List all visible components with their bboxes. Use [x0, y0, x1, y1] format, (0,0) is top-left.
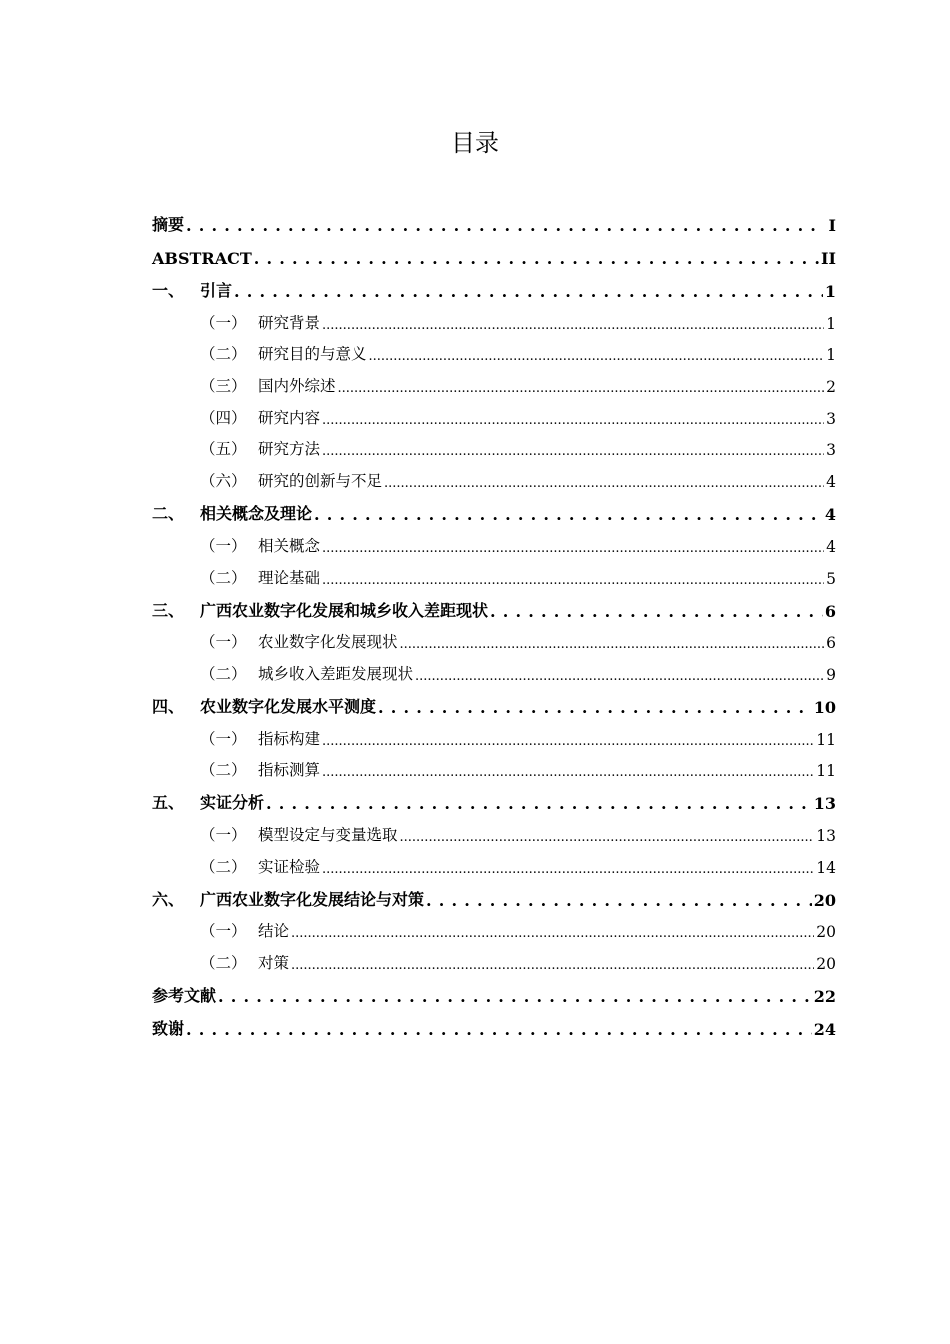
toc-entry[interactable]	[152, 396, 836, 428]
toc-entry[interactable]	[152, 652, 836, 684]
toc-entry-label: 实证检验	[258, 857, 321, 876]
toc-entry-label: 农业数字化发展现状	[258, 633, 398, 652]
toc-entry-number: 三、	[152, 600, 185, 620]
toc-entry-page: 10	[813, 697, 836, 717]
dot-leader	[322, 538, 824, 556]
toc-entry[interactable]	[152, 235, 836, 268]
dot-leader	[415, 666, 824, 684]
toc-entry-label: 引言	[200, 281, 233, 300]
toc-entry-number: （五）	[200, 440, 247, 459]
toc-entry-label: 指标测算	[258, 761, 321, 780]
toc-entry-number: 六、	[152, 889, 185, 909]
toc-entry[interactable]	[152, 364, 836, 396]
dot-leader	[400, 634, 825, 652]
toc-entry[interactable]	[152, 973, 836, 1006]
toc-entry-label: 摘要	[152, 215, 185, 234]
toc-entry-page: 1	[826, 314, 836, 333]
toc-entry-label: 广西农业数字化发展结论与对策	[200, 889, 425, 909]
toc-entry-number: 一、	[152, 281, 185, 300]
toc-entry-label: 研究背景	[258, 313, 321, 332]
toc-entry-number: （一）	[200, 313, 247, 332]
toc-entry-label: 国内外综述	[258, 377, 336, 396]
toc-entry-page: 13	[813, 794, 836, 814]
dot-leader	[291, 923, 814, 941]
toc-entry-page: 11	[816, 762, 836, 781]
toc-entry-number: （二）	[200, 857, 247, 876]
toc-entry-page: 13	[816, 826, 836, 845]
toc-entry-page: 4	[824, 505, 836, 525]
toc-entry-page: 4	[826, 473, 836, 492]
toc-entry-number: （二）	[200, 954, 247, 972]
toc-entry-number: 五、	[152, 793, 185, 813]
toc-entry-label: 研究目的与意义	[258, 345, 367, 364]
toc-entry-page: 11	[816, 730, 836, 749]
toc-entry-page: 1	[824, 282, 836, 301]
dot-leader	[218, 987, 812, 1006]
dot-leader	[378, 698, 812, 717]
dot-leader	[322, 570, 824, 588]
toc-entry-label: 研究方法	[258, 440, 321, 459]
dot-leader	[186, 216, 824, 235]
dot-leader	[384, 473, 824, 491]
toc-entry-label: 相关概念及理论	[200, 504, 313, 524]
toc-entry-page: I	[828, 216, 836, 235]
toc-entry-page: 3	[826, 441, 836, 460]
dot-leader	[266, 794, 812, 813]
toc-title: 目录	[451, 129, 499, 157]
toc-entry-page: 20	[816, 955, 836, 973]
dot-leader	[338, 378, 825, 396]
toc-entry-label: 指标构建	[258, 729, 321, 748]
toc-entry[interactable]	[152, 749, 836, 781]
table-of-contents	[152, 202, 836, 1039]
toc-entry-page: 14	[816, 858, 836, 877]
toc-entry-number: 二、	[152, 504, 185, 524]
toc-entry[interactable]	[152, 428, 836, 460]
dot-leader	[234, 282, 823, 301]
toc-entry-number: （二）	[200, 761, 247, 780]
dot-leader	[369, 346, 825, 364]
toc-entry[interactable]	[152, 621, 836, 653]
dot-leader	[322, 410, 824, 428]
toc-entry[interactable]	[152, 910, 836, 942]
toc-entry[interactable]	[152, 941, 836, 973]
toc-entry-page: 20	[816, 923, 836, 942]
toc-entry[interactable]	[152, 556, 836, 588]
toc-entry-number: （一）	[200, 729, 247, 748]
toc-entry-page: 3	[826, 409, 836, 428]
toc-entry[interactable]	[152, 813, 836, 845]
toc-entry-label: 城乡收入差距发展现状	[258, 664, 414, 683]
toc-entry[interactable]	[152, 333, 836, 365]
dot-leader	[186, 1020, 812, 1039]
toc-entry-label: 结论	[258, 922, 290, 941]
dot-leader	[322, 315, 824, 333]
toc-entry-label: 研究内容	[258, 408, 321, 427]
toc-entry-number: 四、	[152, 696, 185, 716]
toc-entry-number: （二）	[200, 664, 247, 683]
toc-entry-label: ABSTRACT	[152, 249, 252, 268]
dot-leader	[314, 505, 823, 524]
toc-entry-label: 理论基础	[258, 568, 321, 587]
toc-entry[interactable]	[152, 1006, 836, 1039]
toc-entry-label: 研究的创新与不足	[258, 472, 383, 491]
toc-entry-page: II	[821, 249, 836, 268]
toc-entry-page: 22	[813, 987, 836, 1006]
toc-entry-number: （六）	[200, 472, 247, 491]
toc-entry-number: （一）	[200, 536, 247, 555]
toc-entry-label: 农业数字化发展水平测度	[200, 696, 377, 716]
toc-entry-number: （一）	[200, 922, 247, 941]
toc-entry[interactable]	[152, 491, 836, 524]
dot-leader	[322, 731, 814, 749]
toc-entry-page: 24	[813, 1020, 836, 1039]
dot-leader	[490, 602, 823, 621]
dot-leader	[426, 891, 812, 910]
toc-entry-label: 对策	[258, 954, 290, 972]
dot-leader	[322, 441, 824, 459]
toc-entry-label: 致谢	[152, 1019, 185, 1038]
toc-entry[interactable]	[152, 717, 836, 749]
toc-entry[interactable]	[152, 301, 836, 333]
dot-leader	[254, 249, 819, 268]
dot-leader	[322, 859, 814, 877]
toc-entry-number: （一）	[200, 825, 247, 844]
toc-entry[interactable]	[152, 780, 836, 813]
toc-entry-label: 广西农业数字化发展和城乡收入差距现状	[200, 600, 489, 620]
toc-entry-page: 6	[826, 634, 836, 653]
toc-entry[interactable]	[152, 202, 836, 235]
toc-entry-number: （一）	[200, 633, 247, 652]
toc-entry-number: （二）	[200, 568, 247, 587]
toc-entry-page: 4	[826, 537, 836, 556]
dot-leader	[400, 827, 815, 845]
toc-entry[interactable]	[152, 268, 836, 301]
toc-entry-page: 6	[824, 601, 836, 621]
toc-entry[interactable]	[152, 524, 836, 556]
toc-entry-number: （二）	[200, 345, 247, 364]
toc-entry[interactable]	[152, 877, 836, 910]
dot-leader	[291, 955, 814, 973]
dot-leader	[322, 762, 814, 780]
toc-entry-page: 20	[813, 890, 836, 910]
toc-entry[interactable]	[152, 845, 836, 877]
toc-entry-label: 实证分析	[200, 793, 265, 813]
toc-entry-page: 9	[826, 665, 836, 684]
toc-entry-number: （三）	[200, 377, 247, 396]
toc-entry[interactable]	[152, 459, 836, 491]
toc-entry-page: 2	[826, 378, 836, 397]
toc-entry-number: （四）	[200, 408, 247, 427]
toc-entry[interactable]	[152, 684, 836, 717]
toc-entry-page: 5	[826, 569, 836, 588]
toc-entry-label: 相关概念	[258, 536, 321, 555]
toc-entry-page: 1	[826, 346, 836, 365]
toc-entry[interactable]	[152, 588, 836, 621]
toc-entry-label: 参考文献	[152, 986, 217, 1005]
toc-entry-label: 模型设定与变量选取	[258, 825, 398, 844]
